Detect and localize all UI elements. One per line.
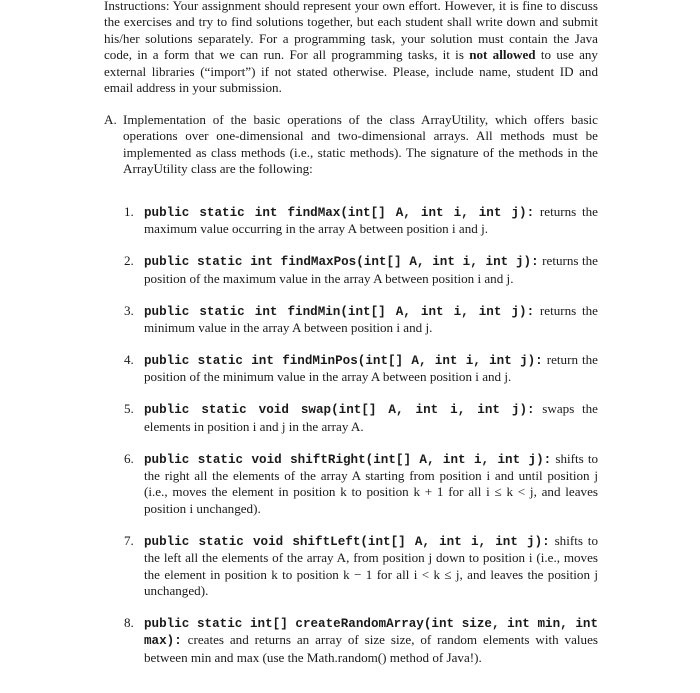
- method-item: [124, 204, 598, 238]
- method-number: 6.: [124, 450, 134, 466]
- method-body: [144, 303, 598, 337]
- method-number: 3.: [124, 302, 134, 318]
- instructions-text: Instructions: Your assignment should represent your own effort. However, it is fine to discuss the exercises and try to find solutions together, but each student shall write down and submit his/her solutions separately. For a programming task, your solution must contain the Java code, in a form that we can run. For all programming tasks, it is: [104, 0, 598, 63]
- method-body: [144, 352, 598, 386]
- instructions-paragraph: [104, 0, 598, 96]
- method-number: 5.: [124, 401, 134, 417]
- method-body: [144, 533, 598, 600]
- method-signature: public static int findMin(int[] A, int i, int j):: [144, 304, 535, 319]
- method-item: [124, 401, 598, 435]
- method-item: [124, 352, 598, 386]
- method-description: swaps the elements in position i and j in the array A.: [144, 401, 598, 434]
- method-number: 8.: [124, 614, 134, 630]
- method-body: [144, 253, 598, 287]
- method-signature: public static int findMinPos(int[] A, int i, int j):: [144, 353, 543, 368]
- section-description: Implementation of the basic operations of the class ArrayUtility, which offers basic operations over one-dimensional and two-dimensional arrays. All methods must be implemented as class methods (i.e., static methods). The signature of the methods in the ArrayUtility class are the following:: [123, 112, 598, 177]
- section-letter: A.: [104, 112, 117, 127]
- method-description: creates and returns an array of size size, of random elements with values between min and max (use the Math.random() method of Java!).: [144, 632, 598, 665]
- method-description: returns the position of the maximum value in the array A between position i and j.: [144, 253, 598, 286]
- method-item: [124, 253, 598, 287]
- method-body: [144, 615, 598, 666]
- instructions-text-end: to use any external libraries (“import”) if not stated otherwise. Please, include name, student ID and email address in your submission.: [104, 47, 598, 96]
- method-description: return the position of the minimum value in the array A between position i and j.: [144, 351, 598, 385]
- section-a-heading: [104, 112, 598, 178]
- method-number: 1.: [124, 204, 134, 219]
- instructions-emphasis: not allowed: [469, 47, 536, 63]
- method-number: 4.: [124, 351, 134, 367]
- method-description: shifts to the left all the elements of the array A, from position j down to position i (i.e., moves the element in position k to position k − 1 for all i < k ≤ j, and leaves the position j unchanged).: [144, 532, 598, 598]
- method-signature: public static int[] createRandomArray(int size, int min, int max):: [144, 616, 598, 649]
- method-signature: public static int findMaxPos(int[] A, int i, int j):: [144, 255, 539, 270]
- method-body: [144, 204, 598, 238]
- method-signature: public static void swap(int[] A, int i, int j):: [144, 403, 535, 418]
- method-item: [124, 303, 598, 337]
- method-body: [144, 451, 598, 518]
- method-item: [124, 451, 598, 518]
- method-item: [124, 533, 598, 600]
- method-signature: public static int findMax(int[] A, int i, int j):: [144, 206, 535, 220]
- method-signature: public static void shiftLeft(int[] A, int i, int j):: [144, 534, 550, 549]
- method-description: returns the maximum value occurring in the array A between position i and j.: [144, 204, 598, 237]
- method-description: returns the minimum value in the array A between position i and j.: [144, 302, 598, 336]
- method-number: 2.: [124, 253, 134, 269]
- method-number: 7.: [124, 532, 134, 548]
- method-signature: public static void shiftRight(int[] A, int i, int j):: [144, 452, 552, 467]
- section-a: [104, 112, 598, 178]
- method-description: shifts to the right all the elements of the array A starting from position i and until position j (i.e., moves the element in position k to position k + 1 for all i ≤ k < j, and leaves position i unchanged).: [144, 450, 599, 516]
- method-body: [144, 401, 598, 435]
- method-list: [124, 204, 598, 682]
- method-item: [124, 615, 598, 666]
